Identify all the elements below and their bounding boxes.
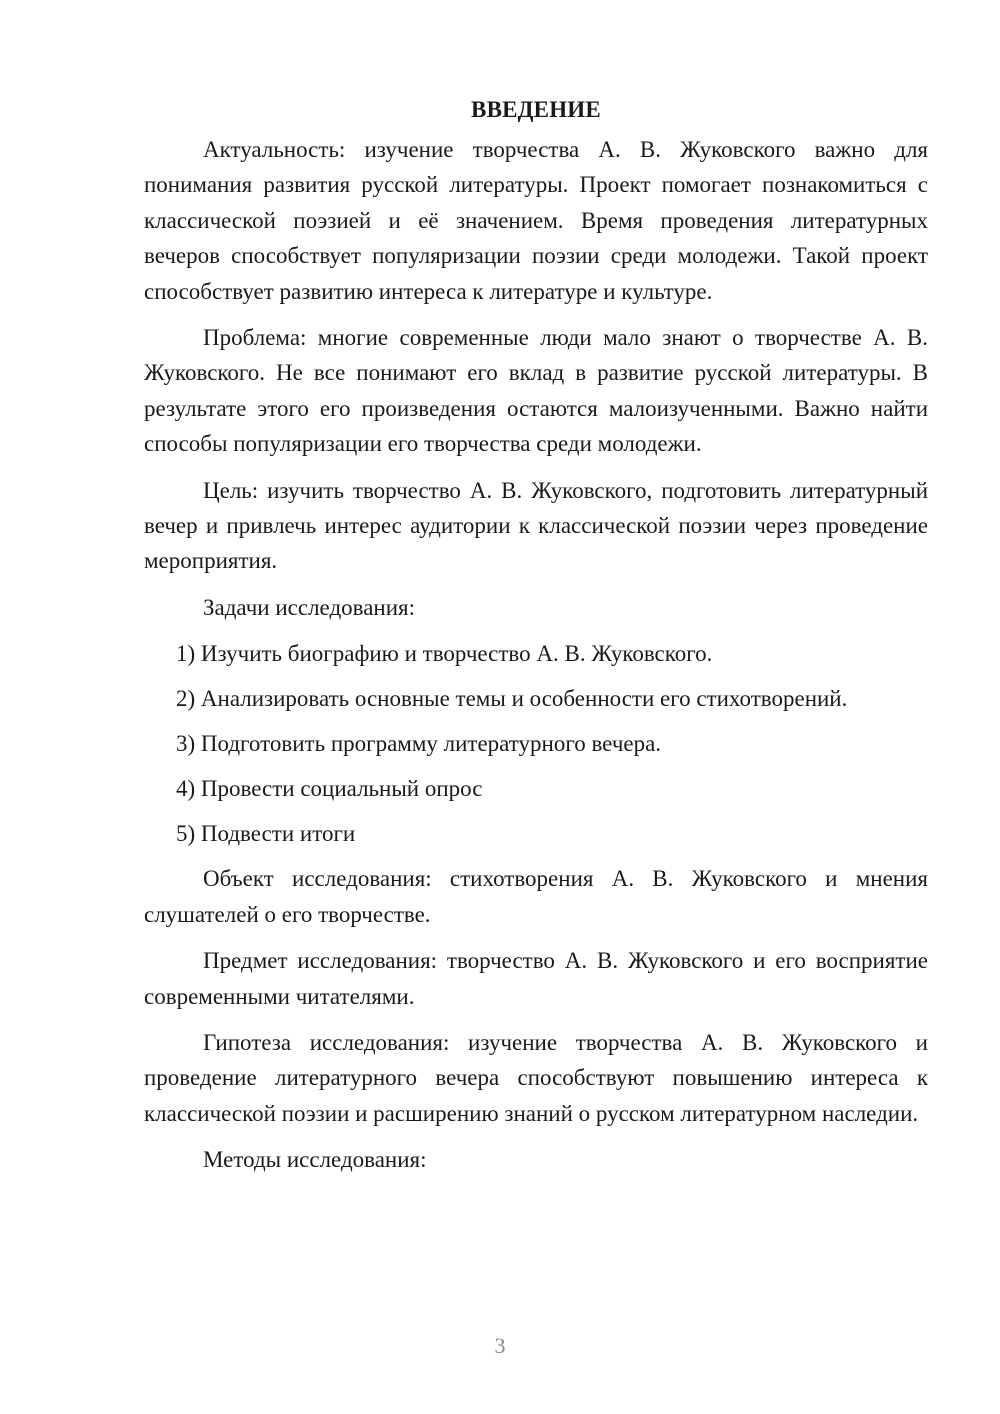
- tasks-title: Задачи исследования:: [203, 594, 416, 620]
- page-number: 3: [494, 1333, 506, 1358]
- subject-paragraph: Предмет исследования: творчество А. В. Жуковского и его восприятие современными читателями.: [144, 948, 928, 1009]
- problem-paragraph: Проблема: многие современные люди мало знают о творчестве А. В. Жуковского. Не все понимают его вклад в развитие русской литературы. В результате этого его произведения остаются малоизученными. Важно найти способы популяризации его творчества среди молодежи.: [144, 325, 928, 457]
- task-item-3: 3) Подготовить программу литературного вечера.: [176, 731, 662, 757]
- methods-title: Методы исследования:: [203, 1147, 427, 1173]
- section-heading: ВВЕДЕНИЕ: [471, 97, 601, 122]
- task-item-1: 1) Изучить биографию и творчество А. В. Жуковского.: [176, 641, 713, 667]
- document-page: [144, 92, 928, 1189]
- task-item-4: 4) Провести социальный опрос: [176, 776, 483, 802]
- tasks-list: [144, 636, 928, 851]
- task-item-2: 2) Анализировать основные темы и особенности его стихотворений.: [176, 686, 848, 712]
- object-paragraph: Объект исследования: стихотворения А. В. Жуковского и мнения слушателей о его творчестве.: [144, 866, 928, 927]
- goal-paragraph: Цель: изучить творчество А. В. Жуковского, подготовить литературный вечер и привлечь интерес аудитории к классической поэзии через проведение мероприятия.: [144, 477, 928, 574]
- hypothesis-paragraph: Гипотеза исследования: изучение творчества А. В. Жуковского и проведение литературного вечера способствуют повышению интереса к классической поэзии и расширению знаний о русском литературном наследии.: [144, 1029, 928, 1126]
- task-item-5: 5) Подвести итоги: [176, 821, 356, 847]
- relevance-paragraph: Актуальность: изучение творчества А. В. Жуковского важно для понимания развития русской литературы. Проект помогает познакомиться с классической поэзией и её значением. Время проведения литературных вечеров способствует популяризации поэзии среди молодежи. Такой проект способствует развитию интереса к литературе и культуре.: [144, 137, 928, 304]
